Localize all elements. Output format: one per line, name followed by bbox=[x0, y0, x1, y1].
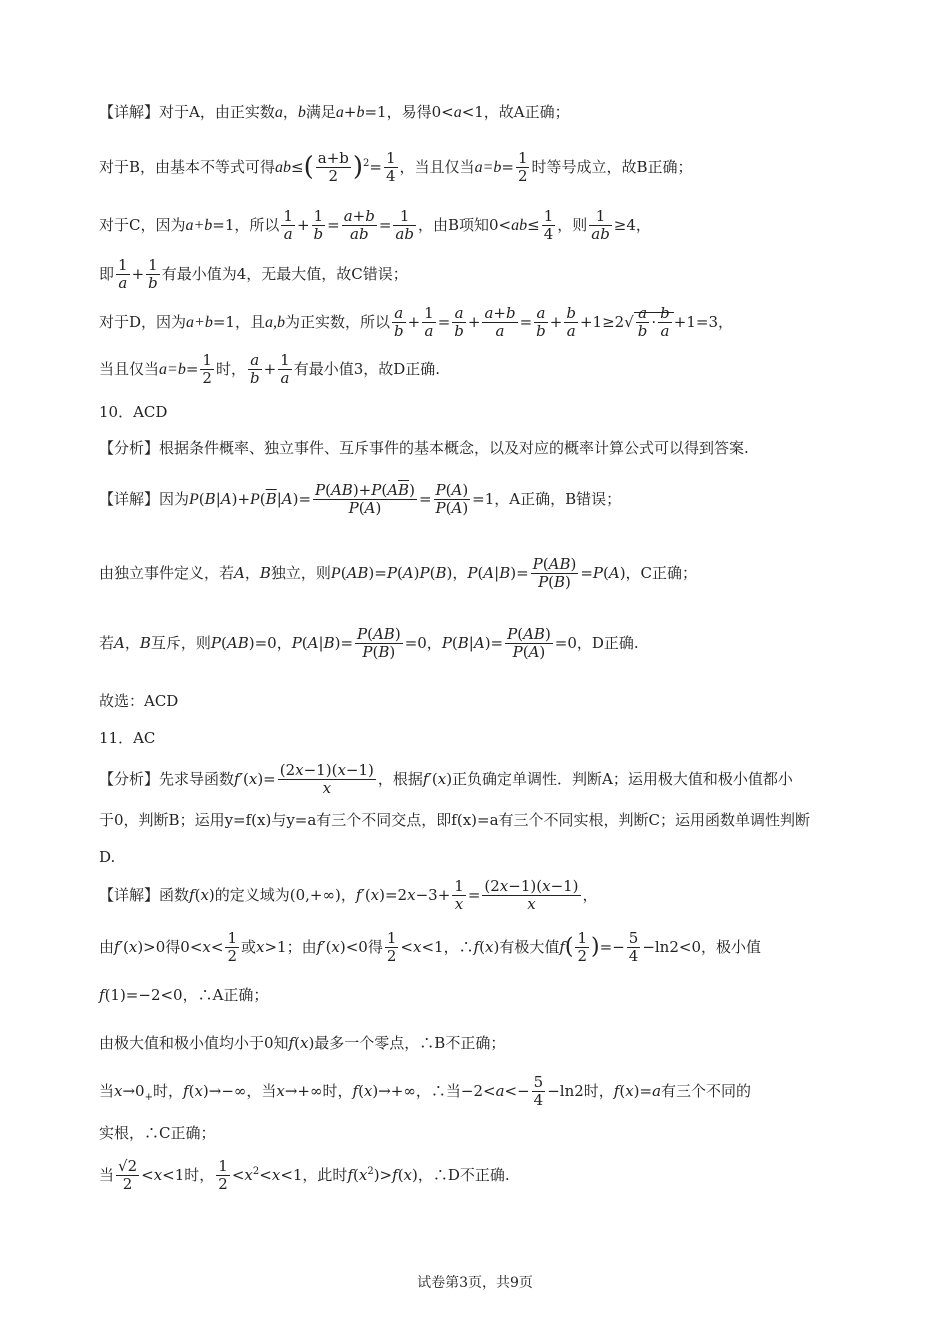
text-line: 由f′(x)>0得0<x< $\frac{1}{2}$ 或x>1；由f′(x)<0得 $\frac{1}{2}$ <x<1，∴f(x)有极大值f( $\frac{1}{2}$ )=− $\frac{5}{4}$ −ln2<0，极小值 bbox=[99, 929, 761, 966]
text-line: 故选：ACD bbox=[99, 692, 179, 710]
text-line: 对于D，因为a+b=1，且a,b为正实数，所以 $\frac{a}{b}$ + $\frac{1}{a}$ = $\frac{a}{b}$ + $\frac{a+b}{a}$ = $\frac{a}{b}$ + $\frac{b}{a}$ +1≥2√ $\frac{a}{b}$ · $\frac{b}{a}$ +1=3， bbox=[99, 304, 733, 341]
page-footer: 试卷第3页，共9页 bbox=[417, 1275, 533, 1291]
text-line: f(1)=−2<0，∴A正确； bbox=[99, 986, 269, 1004]
text-line: 【分析】根据条件概率、独立事件、互斥事件的基本概念，以及对应的概率计算公式可以得到答案. bbox=[99, 439, 749, 457]
text-line: 【详解】因为$P(B|A)+P(\overline{B}|A)=$ $\frac{P(AB)+P(A\overline{B})}{P(A)}$ = $\frac{P(A)}{P(A)}$ =1，A正确，B错误； bbox=[99, 481, 622, 518]
text-line: 即 $\frac{1}{a}$ + $\frac{1}{b}$ 有最小值为4，无最大值，故C错误； bbox=[99, 256, 408, 293]
question-number: 10．ACD bbox=[99, 403, 168, 421]
text-line: D. bbox=[99, 848, 116, 866]
text-line: 当$x\to 0_+$时，f(x)→−∞，当x→+∞时，f(x)→+∞，∴当−2<a<− $\frac{5}{4}$ −ln2时，f(x)=a有三个不同的 bbox=[99, 1073, 752, 1110]
text-line: 于0，判断B；运用y=f(x)与y=a有三个不同交点，即f(x)=a有三个不同实根，判断C；运用函数单调性判断 bbox=[99, 811, 811, 829]
text-line: 由独立事件定义，若A，B独立，则P(AB)=P(A)P(B)，P(A|B)= $\frac{P(AB)}{P(B)}$ =P(A)，C正确； bbox=[99, 555, 698, 592]
text-line: 【详解】对于A，由正实数a，b满足a+b=1，易得0<a<1，故A正确； bbox=[99, 103, 570, 121]
text-line: 若A，B互斥，则P(AB)=0，P(A|B)= $\frac{P(AB)}{P(B)}$ =0，P(B|A)= $\frac{P(AB)}{P(A)}$ =0，D正确. bbox=[99, 625, 639, 662]
text-line: 【详解】函数f(x)的定义域为(0,+∞)，f′(x)=2x−3+ $\frac{1}{x}$ = $\frac{(2x-1)(x-1)}{x}$ ， bbox=[99, 877, 598, 914]
text-line: 对于C，因为a+b=1，所以 $\frac{1}{a}$ + $\frac{1}{b}$ = $\frac{a+b}{ab}$ = $\frac{1}{ab}$ ，由B项知0<ab≤ $\frac{1}{4}$ ，则 $\frac{1}{ab}$ ≥4， bbox=[99, 207, 651, 244]
text-line: 由极大值和极小值均小于0知f(x)最多一个零点，∴B不正确； bbox=[99, 1034, 506, 1052]
text-line: 实根，∴C正确； bbox=[99, 1124, 216, 1142]
question-number: 11．AC bbox=[99, 729, 156, 747]
text-line: 当且仅当a=b= $\frac{1}{2}$ 时， $\frac{a}{b}$ + $\frac{1}{a}$ 有最小值3，故D正确. bbox=[99, 351, 441, 388]
text-line: 【分析】先求导函数f′(x)= $\frac{(2x-1)(x-1)}{x}$ ，根据f′(x)正负确定单调性．判断A；运用极大值和极小值都小 bbox=[99, 761, 793, 798]
text-line: 对于B，由基本不等式可得ab≤( $\frac{a+b}{2}$ )$^2$= $\frac{1}{4}$ ，当且仅当a=b= $\frac{1}{2}$ 时等号成立，故B正确； bbox=[99, 149, 693, 186]
text-line: 当 $\frac{√2}{2}$ <x<1时， $\frac{1}{2}$ $<x^2<x<1$，此时$f(x^2)>f(x)$，∴D不正确. bbox=[99, 1157, 510, 1194]
